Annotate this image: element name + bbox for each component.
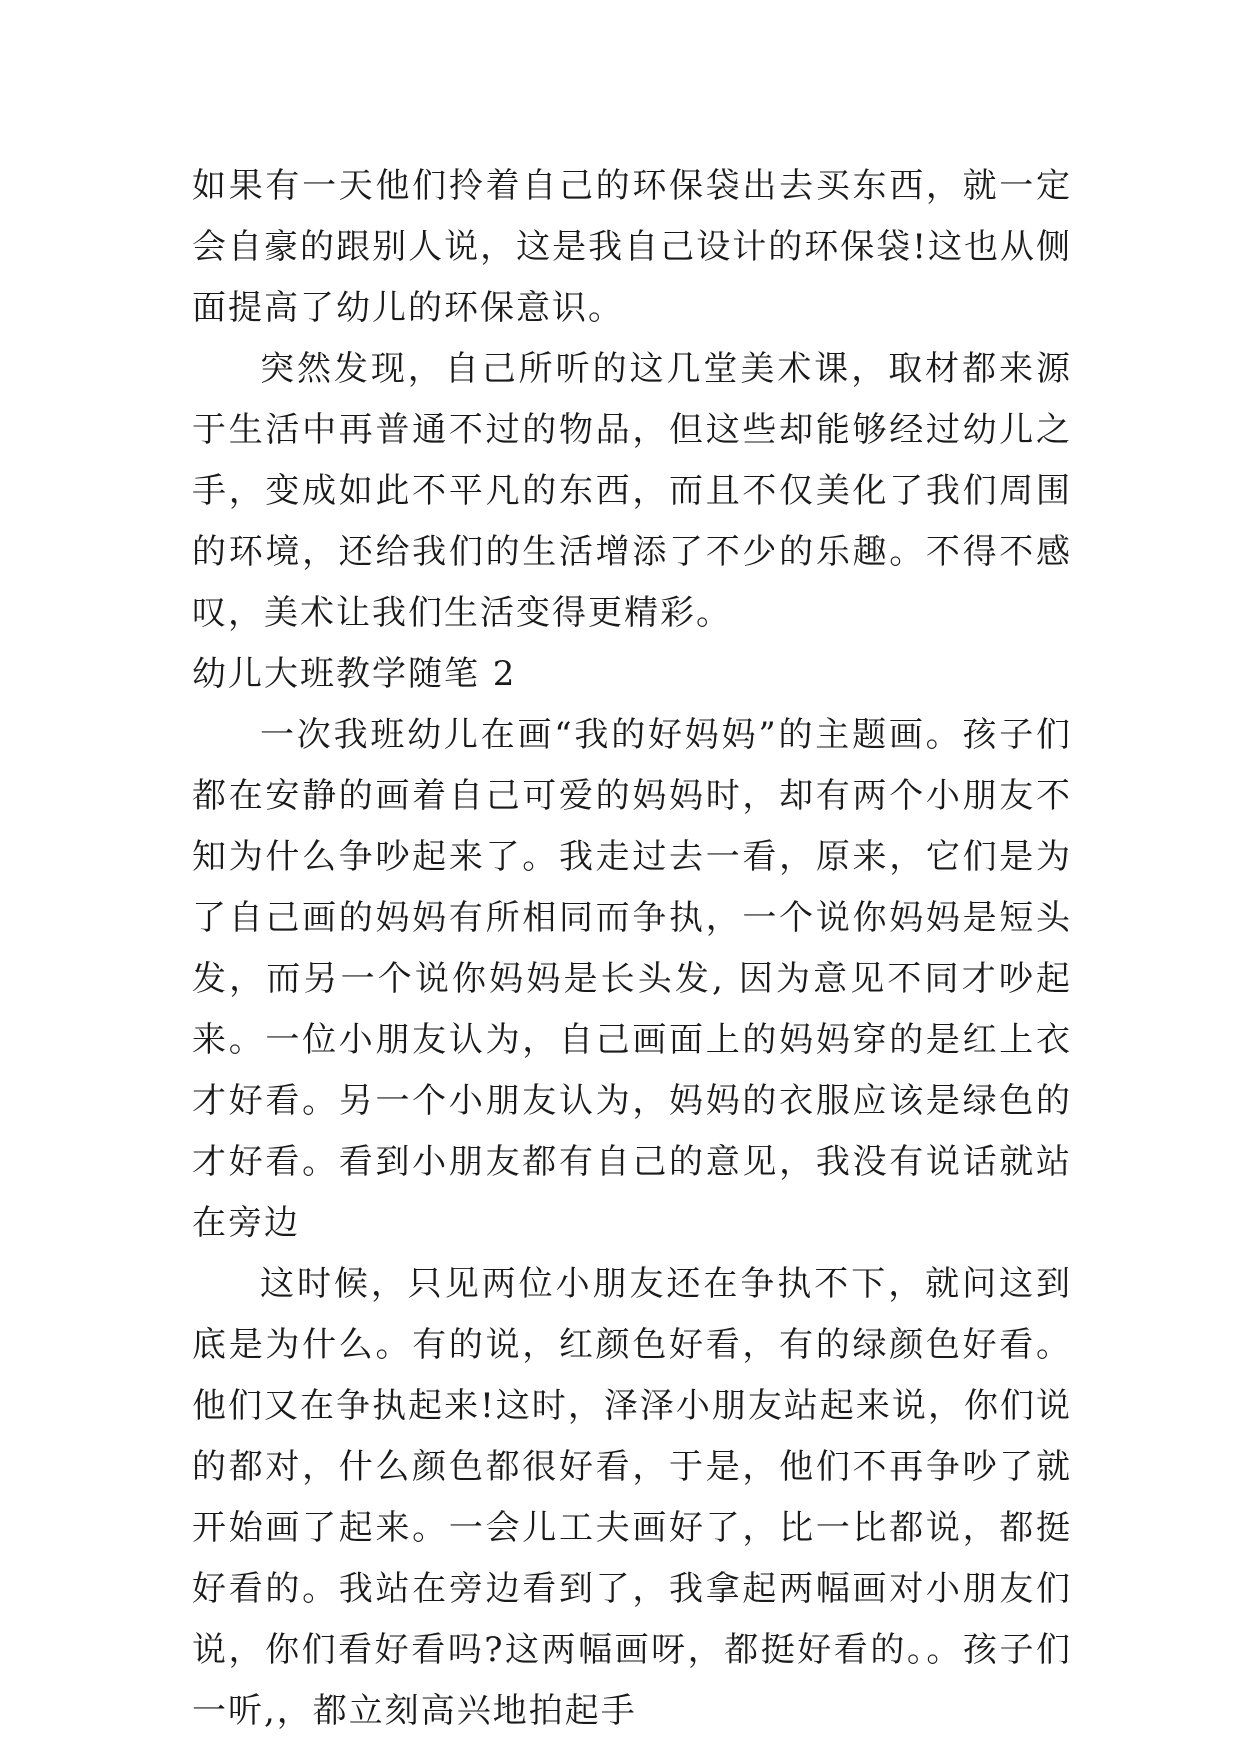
paragraph-1: 如果有一天他们拎着自己的环保袋出去买东西，就一定会自豪的跟别人说，这是我自己设计的环保袋!这也从侧面提高了幼儿的环保意识。 [192,166,1072,328]
paragraph-2: 突然发现，自己所听的这几堂美术课，取材都来源于生活中再普通不过的物品，但这些却能够经过幼儿之手，变成如此不平凡的东西，而且不仅美化了我们周围的环境，还给我们的生活增添了不少的乐趣。不得不感叹，美术让我们生活变得更精彩。 [192,349,1072,633]
document-body [192,156,1072,1742]
paragraph-3: 一次我班幼儿在画“我的好妈妈”的主题画。孩子们都在安静的画着自己可爱的妈妈时，却有两个小朋友不知为什么争吵起来了。我走过去一看，原来，它们是为了自己画的妈妈有所相同而争执，一个说你妈妈是短头发，而另一个说你妈妈是长头发, 因为意见不同才吵起来。一位小朋友认为，自己画面上的妈妈穿的是红上衣才好看。另一个小朋友认为，妈妈的衣服应该是绿色的才好看。看到小朋友都有自己的意见，我没有说话就站在旁边 [192,715,1072,1243]
section-title: 幼儿大班教学随笔 2 [192,654,517,694]
paragraph-4: 这时候，只见两位小朋友还在争执不下，就问这到底是为什么。有的说，红颜色好看，有的绿颜色好看。他们又在争执起来!这时，泽泽小朋友站起来说，你们说的都对，什么颜色都很好看，于是，他们不再争吵了就开始画了起来。一会儿工夫画好了，比一比都说，都挺好看的。我站在旁边看到了，我拿起两幅画对小朋友们说，你们看好看吗?这两幅画呀，都挺好看的。。孩子们一听,，都立刻高兴地拍起手 [192,1264,1072,1731]
